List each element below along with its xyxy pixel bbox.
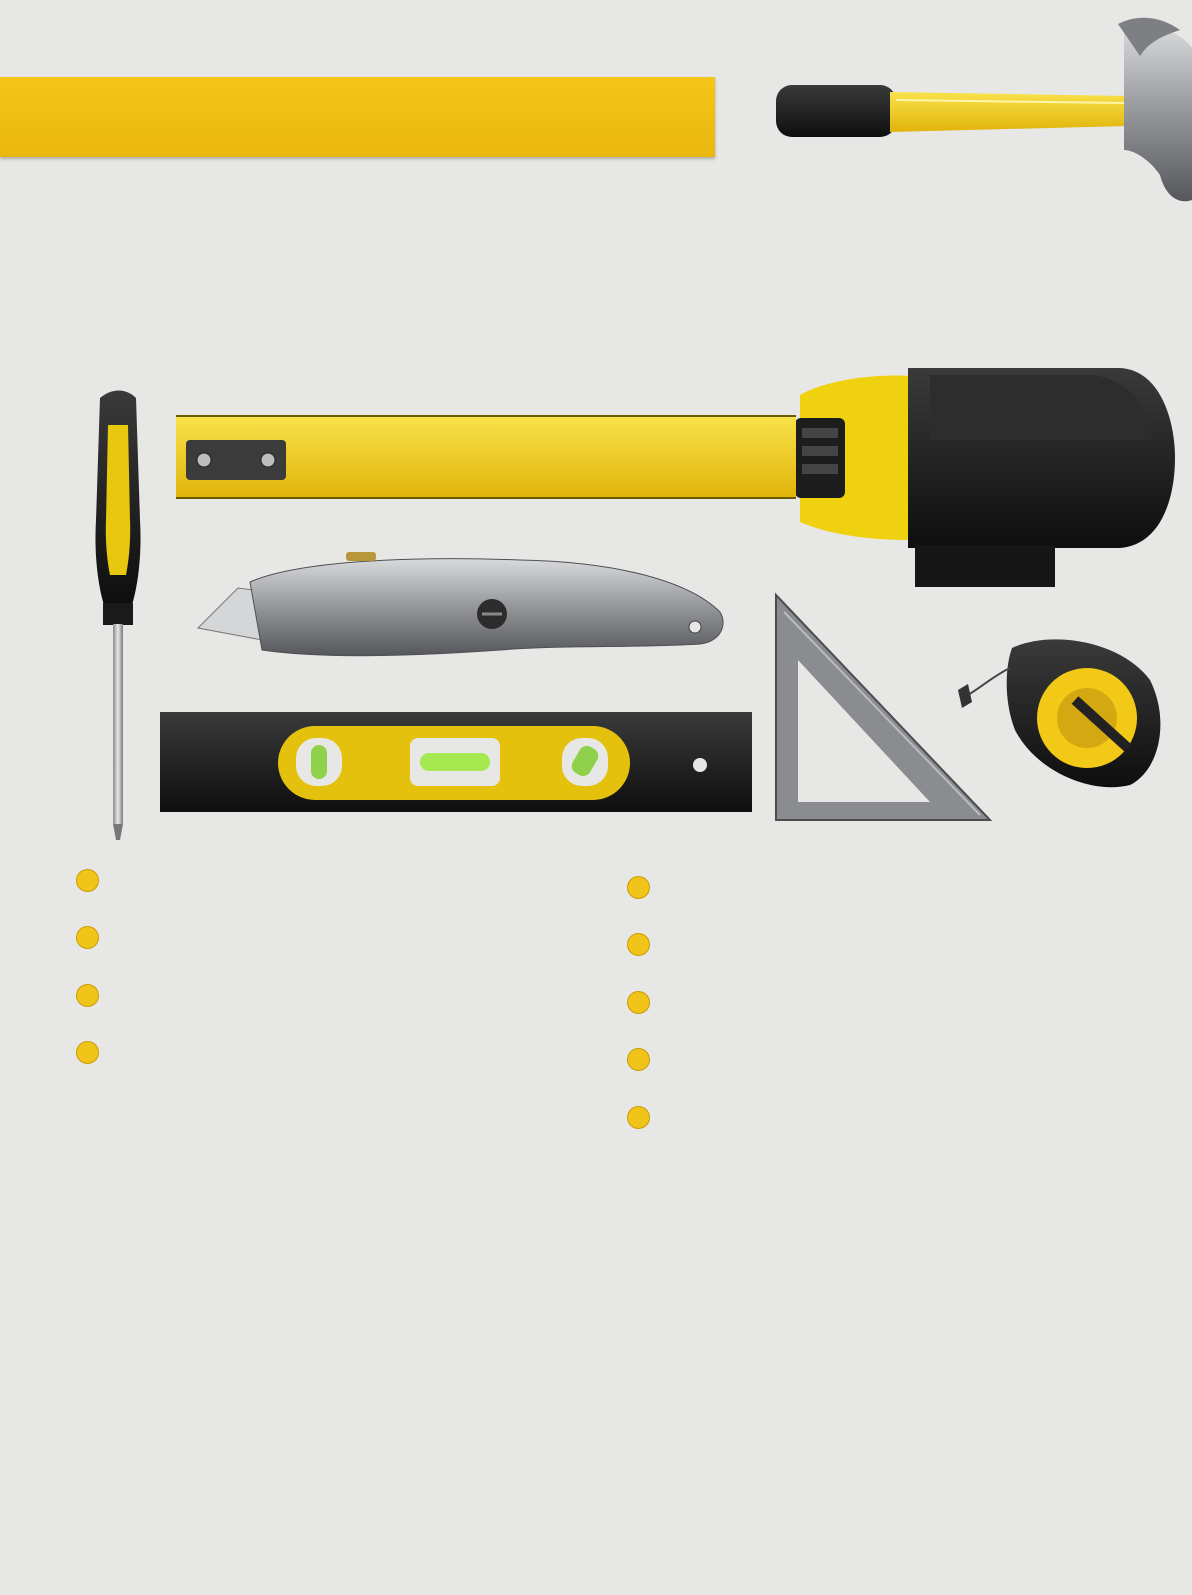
item-number-badge — [76, 869, 99, 892]
item-number-badge — [627, 1106, 650, 1129]
item-number-badge — [627, 876, 650, 899]
chalk-line-icon — [958, 639, 1160, 787]
item-torpedo-level — [627, 876, 1147, 908]
item-chalk-line — [627, 991, 1147, 1023]
item-number-badge — [627, 1048, 650, 1071]
item-number-badge — [76, 1041, 99, 1064]
torpedo-level-icon — [160, 712, 752, 812]
item-hammer — [76, 869, 586, 901]
item-chisel — [627, 1106, 1147, 1138]
utility-knife-icon — [198, 552, 723, 656]
item-number-badge — [627, 991, 650, 1014]
item-number-badge — [627, 933, 650, 956]
item-speed-square — [627, 933, 1147, 965]
tape-measure-icon — [176, 368, 1175, 587]
hammer-icon — [776, 18, 1192, 202]
item-tape-measure — [76, 984, 586, 1016]
screwdriver-icon — [95, 391, 140, 841]
item-safety-glasses — [627, 1048, 1147, 1080]
left-column — [76, 869, 586, 1099]
item-number-badge — [76, 926, 99, 949]
item-utility-knife — [76, 1041, 586, 1073]
item-number-badge — [76, 984, 99, 1007]
item-screwdrivers — [76, 926, 586, 958]
right-column — [627, 876, 1147, 1163]
speed-square-icon — [776, 595, 990, 820]
